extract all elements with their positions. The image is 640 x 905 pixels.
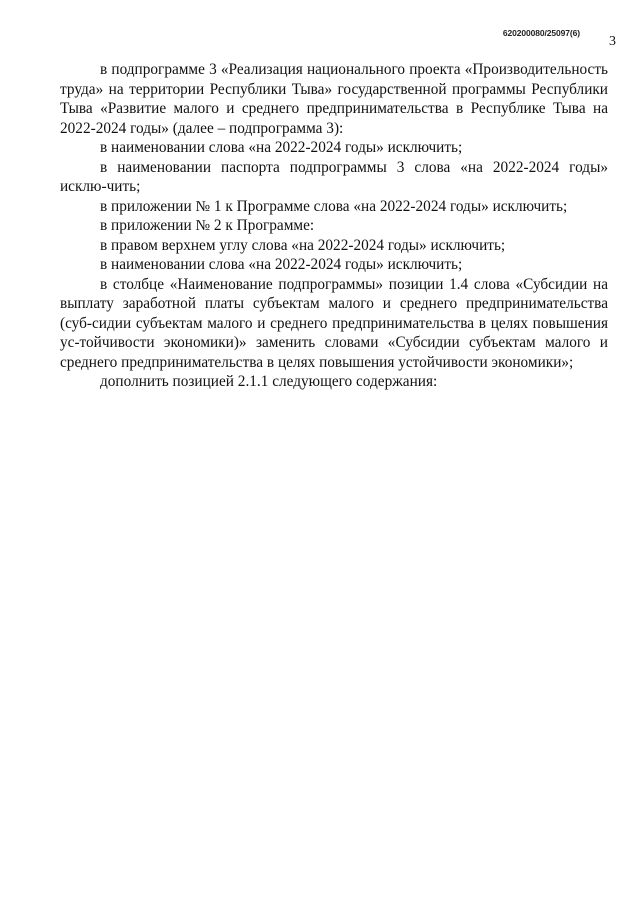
paragraph-appendix-1: в приложении № 1 к Программе слова «на 2022-2024 годы» исключить; bbox=[100, 197, 568, 215]
page-number: 3 bbox=[609, 34, 616, 49]
paragraph-passport-name: в наименовании паспорта подпрограммы 3 слова «на 2022-2024 годы» исклю-чить; bbox=[60, 158, 608, 195]
paragraph-add-position-2-1-1: дополнить позицией 2.1.1 следующего содержания: bbox=[100, 373, 438, 390]
paragraph-column-position-1-4: в столбце «Наименование подпрограммы» позиции 1.4 слова «Субсидии на выплату заработной платы субъектам малого и среднего предпринимательства (суб-сидии субъектам малого и среднего предпринимательства в целях повышения ус-тойчивости экономики)» заменить словами «Субсидии субъектам малого и среднего предпринимательства в целях повышения устойчивости экономики»; bbox=[60, 275, 608, 371]
paragraph-top-right-corner: в правом верхнем углу слова «на 2022-2024 годы» исключить; bbox=[100, 236, 506, 254]
paragraph-name-words: в наименовании слова «на 2022-2024 годы» исключить; bbox=[100, 139, 463, 156]
document-registration-code: 620200080/25097(6) bbox=[502, 28, 580, 38]
document-body bbox=[60, 60, 608, 392]
paragraph-appendix-2: в приложении № 2 к Программе: bbox=[100, 217, 315, 234]
paragraph-appendix-2-name: в наименовании слова «на 2022-2024 годы» исключить; bbox=[100, 256, 463, 273]
paragraph-subprogram-3: в подпрограмме 3 «Реализация национального проекта «Производительность труда» на территории Республики Тыва» государственной программы Республики Тыва «Развитие малого и среднего предпринимательства в Республике Тыва на 2022-2024 годы» (далее – подпрограмма 3): bbox=[60, 61, 608, 137]
